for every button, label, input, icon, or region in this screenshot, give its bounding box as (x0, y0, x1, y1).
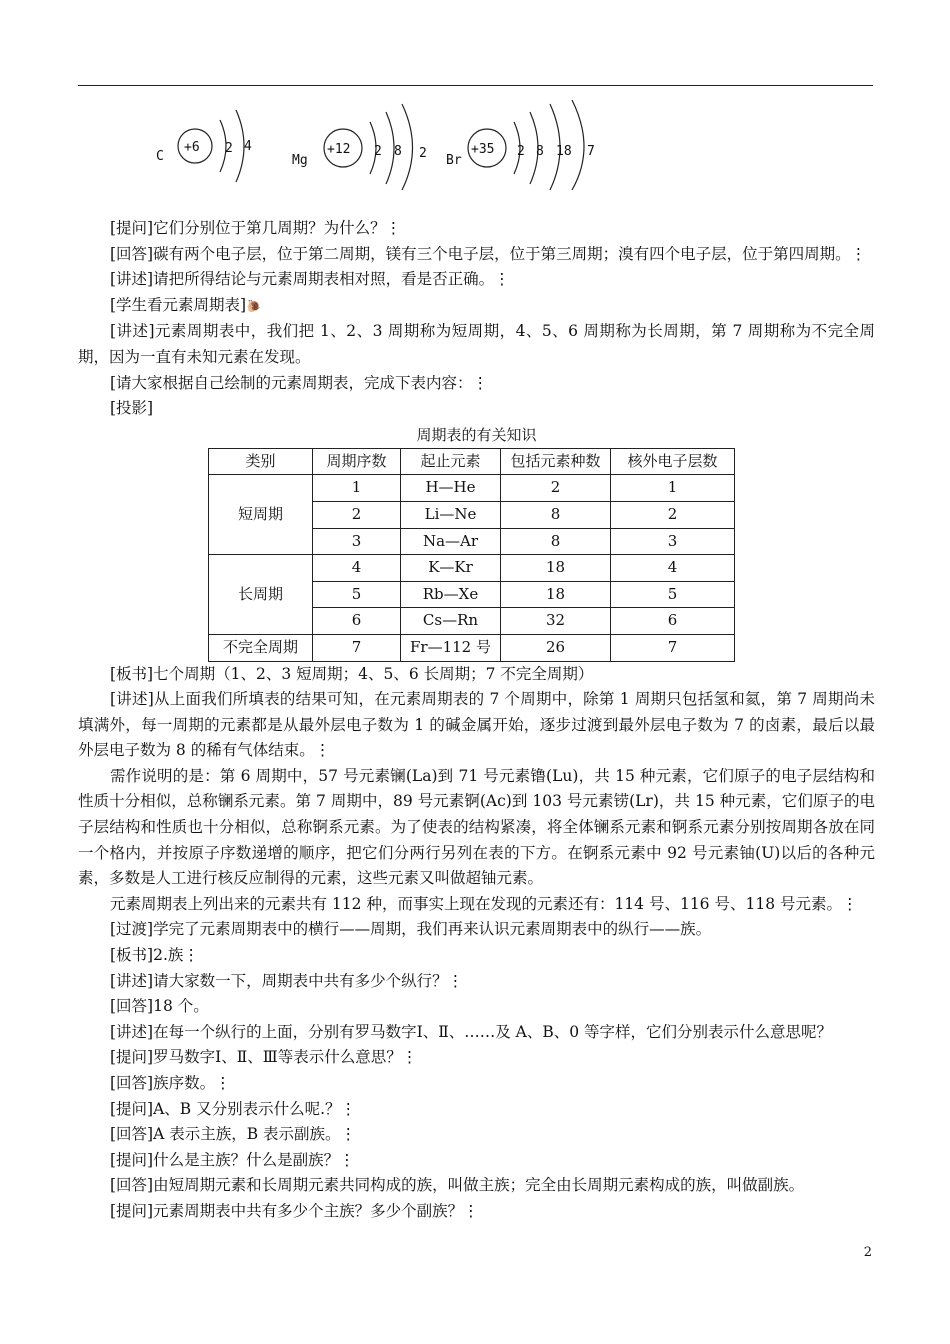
magnesium-nucleus-charge: +12 (327, 142, 351, 157)
carbon-shell-2-count: 4 (244, 139, 252, 154)
paragraph: [板书]2.族⋮ (110, 946, 199, 965)
table-header: 核外电子层数 (611, 448, 735, 475)
table-cell: 5 (313, 581, 401, 608)
paragraph: [投影] (110, 399, 154, 418)
table-header: 周期序数 (313, 448, 401, 475)
table-header: 起止元素 (401, 448, 501, 475)
table-category: 不完全周期 (209, 634, 313, 661)
paragraph-text: [讲述]请把所得结论与元素周期表相对照，看是否正确。⋮ (110, 270, 510, 289)
paragraph-text: [学生看元素周期表] (110, 295, 247, 314)
table-cell: Fr—112 号 (401, 634, 501, 661)
table-cell: 5 (611, 581, 735, 608)
document-body (78, 216, 875, 1225)
table-cell: 6 (611, 608, 735, 635)
table-cell: 2 (611, 501, 735, 528)
table-cell: 18 (501, 581, 611, 608)
paragraph: [讲述]在每一个纵行的上面，分别有罗马数字Ⅰ、Ⅱ、……及 A、B、0 等字样，它们分别表示什么意思呢？ (110, 1022, 833, 1041)
paragraph: [提问]它们分别位于第几周期？为什么？⋮ (110, 219, 402, 237)
table-header-row (209, 448, 735, 475)
table-cell: 1 (313, 475, 401, 502)
bromine-shell-2-count: 8 (536, 144, 544, 159)
table-cell: Cs—Rn (401, 608, 501, 635)
bromine-shell-3-count: 18 (556, 144, 572, 159)
paragraph: [板书]七个周期（1、2、3 短周期；4、5、6 长周期；7 不完全周期） (110, 664, 594, 683)
table-cell: 8 (501, 501, 611, 528)
table-row (209, 475, 735, 502)
table-cell: 6 (313, 608, 401, 635)
table-category: 长周期 (209, 555, 313, 635)
page-number: 2 (863, 1245, 872, 1260)
magnesium-shell-1-count: 2 (374, 144, 382, 159)
paragraph: [过渡]学完了元素周期表中的横行——周期，我们再来认识元素周期表中的纵行——族。 (110, 920, 712, 939)
table-row (209, 634, 735, 661)
carbon-shell-1-count: 2 (225, 141, 233, 156)
paragraph (78, 293, 875, 320)
paragraph: [请大家根据自己绘制的元素周期表，完成下表内容：⋮ (110, 373, 489, 392)
table-cell: 26 (501, 634, 611, 661)
table-cell: Li—Ne (401, 501, 501, 528)
paragraph: [回答]由短周期元素和长周期元素共同构成的族，叫做主族；完全由长周期元素构成的族，叫做副族。 (110, 1176, 805, 1195)
table-cell: H—He (401, 475, 501, 502)
paragraph: 元素周期表上列出来的元素共有 112 种，而事实上现在发现的元素还有：114 号、116 号、118 号元素。⋮ (110, 894, 858, 913)
bromine-shell-4 (572, 100, 584, 190)
carbon-shell-2 (236, 110, 244, 182)
table-cell: K—Kr (401, 555, 501, 582)
snail-icon: 🐌 (246, 298, 262, 313)
carbon-symbol: C (156, 149, 164, 164)
table-cell: Rb—Xe (401, 581, 501, 608)
paragraph: [讲述]从上面我们所填表的结果可知，在元素周期表的 7 个周期中，除第 1 周期只包括氢和氦，第 7 周期尚未填满外，每一周期的元素都是从最外层电子数为 1 的碱金属开始，逐步过渡到最外层电子数为 7 的卤素，最后以最外层电子数为 8 的稀有气体结束。⋮ (78, 690, 875, 760)
paragraph: [讲述]请大家数一下，周期表中共有多少个纵行？⋮ (110, 971, 464, 990)
carbon-nucleus-charge: +6 (184, 140, 200, 155)
paragraph (78, 267, 875, 293)
magnesium-shell-3-count: 2 (419, 146, 427, 161)
table-cell: 32 (501, 608, 611, 635)
table-cell: 7 (313, 634, 401, 661)
paragraph: [提问]什么是主族？什么是副族？⋮ (110, 1150, 355, 1169)
paragraph: [回答]A 表示主族，B 表示副族。⋮ (110, 1125, 357, 1144)
table-cell: 3 (611, 528, 735, 555)
paragraph: [提问]罗马数字Ⅰ、Ⅱ、Ⅲ等表示什么意思？⋮ (110, 1048, 418, 1067)
magnesium-shell-3 (402, 104, 413, 190)
bromine-symbol: Br (446, 153, 462, 168)
table-cell: 8 (501, 528, 611, 555)
magnesium-symbol: Mg (292, 153, 308, 168)
periodic-table-summary (208, 448, 735, 662)
table-cell: 18 (501, 555, 611, 582)
magnesium-shell-2 (386, 112, 394, 184)
paragraph: [讲述]元素周期表中，我们把 1、2、3 周期称为短周期，4、5、6 周期称为长周期，第 7 周期称为不完全周期，因为一直有未知元素在发现。 (78, 322, 875, 366)
table-cell: Na—Ar (401, 528, 501, 555)
bromine-shell-1-count: 2 (517, 144, 525, 159)
paragraph: [提问]A、B 又分别表示什么呢.？⋮ (110, 1099, 357, 1118)
table-header: 类别 (209, 448, 313, 475)
bromine-nucleus-charge: +35 (471, 142, 495, 157)
table-cell: 4 (611, 555, 735, 582)
paragraph: [回答]18 个。 (110, 997, 209, 1016)
table-cell: 7 (611, 634, 735, 661)
paragraph: [提问]元素周期表中共有多少个主族？多少个副族？⋮ (110, 1201, 479, 1220)
atom-structure-diagram (140, 98, 620, 190)
paragraph: [回答]族序数。⋮ (110, 1074, 231, 1092)
table-caption: 周期表的有关知识 (416, 425, 537, 444)
table-row (209, 555, 735, 582)
table-cell: 1 (611, 475, 735, 502)
bromine-shell-4-count: 7 (587, 144, 595, 159)
table-cell: 2 (313, 501, 401, 528)
magnesium-shell-2-count: 8 (394, 144, 402, 159)
paragraph: 需作说明的是：第 6 周期中，57 号元素镧(La)到 71 号元素镥(Lu)，共 15 种元素，它们原子的电子层结构和性质十分相似，总称镧系元素。第 7 周期中，89 号元素锕(Ac)到 103 号元素铹(Lr)，共 15 种元素，它们原子的电子层结构和性质也十分相似，总称锕系元素。为了使表的结构紧凑，将全体镧系元素和锕系元素分别按周期各放在同一个格内，并按原子序数递增的顺序，把它们分两行另列在表的下方。在锕系元素中 92 号元素铀(U)以后的各种元素，多数是人工进行核反应制得的元素，这些元素又叫做超铀元素。 (78, 766, 875, 888)
table-cell: 2 (501, 475, 611, 502)
table-cell: 3 (313, 528, 401, 555)
table-header: 包括元素种数 (501, 448, 611, 475)
header-rule (78, 85, 873, 86)
table-cell: 4 (313, 555, 401, 582)
table-category: 短周期 (209, 475, 313, 555)
paragraph: [回答]碳有两个电子层，位于第二周期，镁有三个电子层，位于第三周期；溴有四个电子层，位于第四周期。⋮ (110, 244, 867, 263)
